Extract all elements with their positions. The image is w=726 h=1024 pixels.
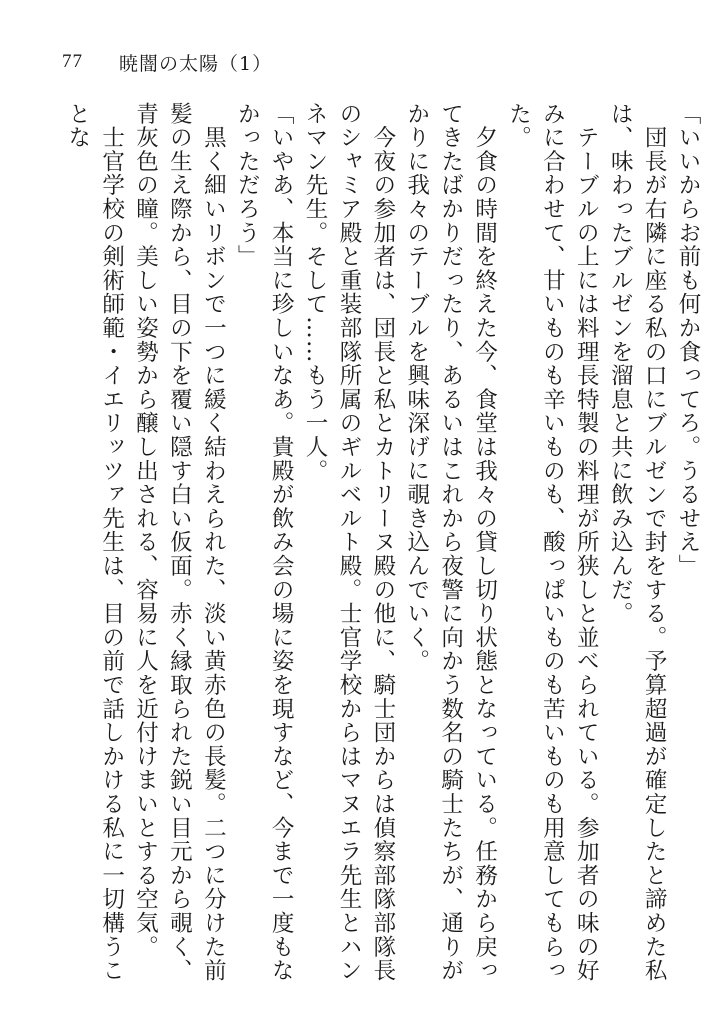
page-number: 77	[62, 51, 83, 72]
paragraph-2: 団長が右隣に座る私の口にブルゼンで封をする。予算超過が確定したと諦めた私は、味わったブルゼンを溜息と共に飲み込んだ。	[607, 102, 668, 983]
paragraph-4: 夕食の時間を終えた今、食堂は我々の貸し切り状態となっている。任務から戻ってきたばかりだったり、あるいはこれから夜警に向かう数名の騎士たちが、通りがかりに我々のテーブルを興味深げに覗き込んでいく。	[403, 102, 498, 983]
vertical-body-text	[14, 102, 704, 1002]
chapter-title: 暁闇の太陽（1）	[119, 52, 273, 75]
paragraph-8: 士官学校の剣術師範・イエリッツァ先生は、目の前で話しかける私に一切構うことな	[64, 102, 125, 983]
paragraph-6: 「いやあ、本当に珍しいなあ。貴殿が飲み会の場に姿を現すなど、今まで一度もなかっただろう」	[234, 102, 295, 983]
paragraph-7: 黒く細いリボンで一つに緩く結わえられた、淡い黄赤色の長髪。二つに分けた前髪の生え際から、目の下を覆い隠す白い仮面。赤く縁取られた鋭い目元から覗く、青灰色の瞳。美しい姿勢から醸し出される、容易に人を近付けまいとする空気。	[132, 102, 227, 983]
running-head	[62, 45, 272, 79]
paragraph-5: 今夜の参加者は、団長と私とカトリーヌ殿の他に、騎士団からは偵察部隊部隊長のシャミア殿と重装部隊所属のギルベルト殿。士官学校からはマヌエラ先生とハンネマン先生。そして……もう一人。	[302, 102, 396, 983]
paragraph-3: テーブルの上には料理長特製の料理が所狭しと並べられている。参加者の味の好みに合わせて、甘いものも辛いものも、酸っぱいものも苦いものも用意してもらった。	[505, 102, 600, 983]
paragraph-1: 「いいからお前も何か食ってろ。うるせえ」	[675, 102, 701, 578]
